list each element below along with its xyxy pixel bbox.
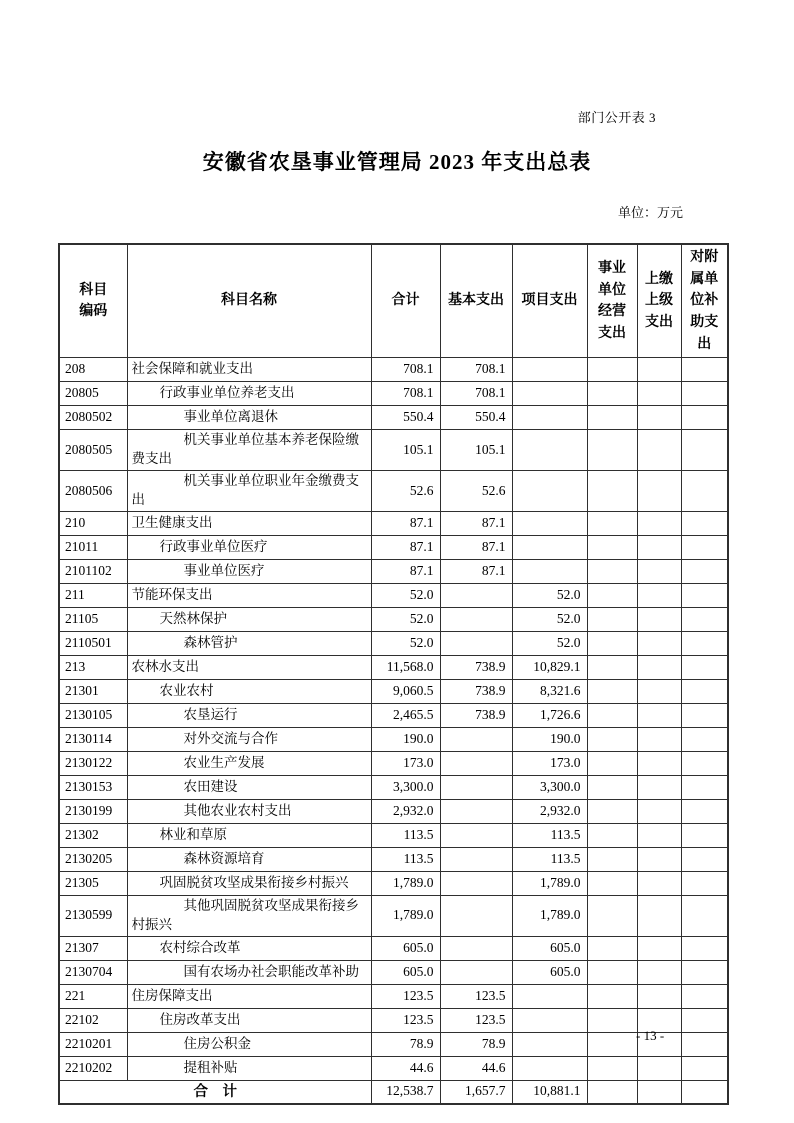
cell-code: 21302 [59,824,127,848]
cell-operating [587,536,637,560]
unit-label: 单位：万元 [617,205,683,220]
cell-subsidy [681,960,728,984]
table-row [59,848,728,872]
cell-code: 2110501 [59,632,127,656]
cell-total: 78.9 [371,1032,440,1056]
cell-operating [587,584,637,608]
cell-project: 190.0 [512,728,587,752]
header-row [59,244,728,358]
cell-subsidy [681,656,728,680]
cell-total: 113.5 [371,848,440,872]
cell-operating [587,896,637,937]
cell-name: 行政事业单位医疗 [127,536,371,560]
cell-name: 机关事业单位基本养老保险缴费支出 [127,430,371,471]
cell-code: 21105 [59,608,127,632]
cell-total: 1,789.0 [371,896,440,937]
cell-total: 550.4 [371,406,440,430]
cell-operating [587,680,637,704]
cell-code: 2210202 [59,1056,127,1080]
cell-basic [440,776,512,800]
cell-remit [637,512,681,536]
cell-subsidy [681,728,728,752]
cell-remit [637,752,681,776]
cell-code: 221 [59,984,127,1008]
cell-subsidy [681,608,728,632]
cell-remit [637,536,681,560]
header-total: 合计 [371,244,440,358]
cell-code: 20805 [59,382,127,406]
cell-basic [440,848,512,872]
table-row [59,406,728,430]
cell-total: 113.5 [371,824,440,848]
total-row [59,1080,728,1104]
cell-name: 提租补贴 [127,1056,371,1080]
cell-project [512,536,587,560]
table-row [59,1056,728,1080]
cell-name: 巩固脱贫攻坚成果衔接乡村振兴 [127,872,371,896]
cell-basic [440,960,512,984]
cell-name: 住房公积金 [127,1032,371,1056]
cell-operating [587,512,637,536]
cell-total: 11,568.0 [371,656,440,680]
cell-basic: 87.1 [440,560,512,584]
cell-remit [637,728,681,752]
cell-code: 21305 [59,872,127,896]
page-number: - 13 - [636,1028,665,1043]
cell-code: 2080502 [59,406,127,430]
cell-subsidy [681,984,728,1008]
cell-operating [587,471,637,512]
cell-subsidy [681,512,728,536]
cell-operating [587,936,637,960]
page-title: 安徽省农垦事业管理局 2023 年支出总表 [202,150,592,174]
cell-remit [637,656,681,680]
cell-total: 44.6 [371,1056,440,1080]
cell-remit [637,1056,681,1080]
total-subsidy [681,1080,728,1104]
cell-code: 213 [59,656,127,680]
cell-remit [637,824,681,848]
cell-project: 52.0 [512,608,587,632]
cell-total: 9,060.5 [371,680,440,704]
cell-name: 对外交流与合作 [127,728,371,752]
cell-basic [440,936,512,960]
cell-project [512,406,587,430]
cell-basic: 123.5 [440,984,512,1008]
cell-total: 1,789.0 [371,872,440,896]
cell-total: 190.0 [371,728,440,752]
cell-subsidy [681,896,728,937]
header-subsidy-expenditure: 对附属单位补助支出 [681,244,728,358]
cell-code: 2210201 [59,1032,127,1056]
cell-total: 3,300.0 [371,776,440,800]
cell-name: 卫生健康支出 [127,512,371,536]
table-row [59,471,728,512]
total-project: 10,881.1 [512,1080,587,1104]
cell-code: 2130153 [59,776,127,800]
cell-name: 森林管护 [127,632,371,656]
cell-remit [637,704,681,728]
cell-basic [440,800,512,824]
cell-total: 52.0 [371,584,440,608]
cell-subsidy [681,1008,728,1032]
cell-basic: 78.9 [440,1032,512,1056]
table-row [59,430,728,471]
cell-code: 2130122 [59,752,127,776]
cell-code: 2130599 [59,896,127,937]
table-row [59,728,728,752]
cell-name: 机关事业单位职业年金缴费支出 [127,471,371,512]
cell-project: 605.0 [512,936,587,960]
cell-subsidy [681,430,728,471]
cell-total: 105.1 [371,430,440,471]
table-row [59,1032,728,1056]
cell-name: 行政事业单位养老支出 [127,382,371,406]
cell-subsidy [681,1056,728,1080]
cell-remit [637,960,681,984]
cell-name: 天然林保护 [127,608,371,632]
cell-code: 2130199 [59,800,127,824]
cell-operating [587,728,637,752]
cell-operating [587,1032,637,1056]
cell-subsidy [681,406,728,430]
table-row [59,632,728,656]
cell-remit [637,872,681,896]
cell-total: 52.0 [371,608,440,632]
table-row [59,512,728,536]
cell-code: 21011 [59,536,127,560]
cell-code: 21307 [59,936,127,960]
table-row [59,608,728,632]
cell-operating [587,656,637,680]
cell-total: 52.6 [371,471,440,512]
cell-remit [637,680,681,704]
cell-remit [637,800,681,824]
cell-project: 1,789.0 [512,872,587,896]
table-row [59,752,728,776]
cell-remit [637,936,681,960]
cell-basic: 738.9 [440,704,512,728]
cell-project [512,512,587,536]
cell-project: 1,789.0 [512,896,587,937]
cell-code: 2130704 [59,960,127,984]
cell-project [512,430,587,471]
table-row [59,800,728,824]
cell-remit [637,984,681,1008]
table-row [59,984,728,1008]
cell-project: 10,829.1 [512,656,587,680]
cell-project: 52.0 [512,584,587,608]
cell-code: 211 [59,584,127,608]
table-row [59,358,728,382]
cell-name: 林业和草原 [127,824,371,848]
cell-total: 87.1 [371,536,440,560]
cell-project: 605.0 [512,960,587,984]
cell-operating [587,824,637,848]
cell-name: 其他巩固脱贫攻坚成果衔接乡村振兴 [127,896,371,937]
cell-subsidy [681,800,728,824]
cell-name: 事业单位离退休 [127,406,371,430]
cell-project [512,382,587,406]
cell-operating [587,800,637,824]
cell-subsidy [681,936,728,960]
cell-code: 22102 [59,1008,127,1032]
cell-remit [637,430,681,471]
cell-basic: 105.1 [440,430,512,471]
cell-basic: 87.1 [440,512,512,536]
cell-operating [587,358,637,382]
cell-basic [440,752,512,776]
cell-remit [637,776,681,800]
cell-remit [637,896,681,937]
cell-basic: 87.1 [440,536,512,560]
table-row [59,560,728,584]
table-row [59,584,728,608]
cell-basic: 52.6 [440,471,512,512]
cell-project: 113.5 [512,848,587,872]
cell-subsidy [681,358,728,382]
cell-total: 123.5 [371,984,440,1008]
table-row [59,382,728,406]
cell-operating [587,406,637,430]
cell-remit [637,608,681,632]
cell-subsidy [681,471,728,512]
cell-total: 708.1 [371,382,440,406]
table-row [59,1008,728,1032]
cell-name: 农田建设 [127,776,371,800]
table-row [59,536,728,560]
cell-total: 605.0 [371,960,440,984]
total-basic: 1,657.7 [440,1080,512,1104]
cell-total: 173.0 [371,752,440,776]
cell-project: 2,932.0 [512,800,587,824]
cell-code: 210 [59,512,127,536]
cell-project: 52.0 [512,632,587,656]
cell-subsidy [681,824,728,848]
cell-basic [440,728,512,752]
cell-basic: 550.4 [440,406,512,430]
table-row [59,872,728,896]
cell-code: 2080505 [59,430,127,471]
cell-remit [637,471,681,512]
cell-basic [440,872,512,896]
cell-project [512,560,587,584]
cell-basic [440,584,512,608]
cell-operating [587,608,637,632]
cell-operating [587,1008,637,1032]
cell-basic: 738.9 [440,680,512,704]
header-subject-code: 科目编码 [59,244,127,358]
cell-subsidy [681,1032,728,1056]
cell-basic [440,632,512,656]
total-sum: 12,538.7 [371,1080,440,1104]
cell-name: 事业单位医疗 [127,560,371,584]
cell-subsidy [681,680,728,704]
cell-subsidy [681,560,728,584]
table-row [59,896,728,937]
cell-total: 123.5 [371,1008,440,1032]
cell-code: 208 [59,358,127,382]
cell-name: 农垦运行 [127,704,371,728]
cell-total: 2,465.5 [371,704,440,728]
cell-remit [637,848,681,872]
cell-project [512,1008,587,1032]
cell-project [512,471,587,512]
cell-basic: 708.1 [440,358,512,382]
cell-basic [440,896,512,937]
cell-name: 国有农场办社会职能改革补助 [127,960,371,984]
cell-subsidy [681,704,728,728]
cell-operating [587,560,637,584]
cell-project: 8,321.6 [512,680,587,704]
cell-total: 708.1 [371,358,440,382]
cell-project [512,1056,587,1080]
cell-project: 1,726.6 [512,704,587,728]
cell-basic [440,824,512,848]
cell-remit [637,358,681,382]
cell-code: 2080506 [59,471,127,512]
total-label: 合 计 [59,1080,371,1104]
cell-operating [587,430,637,471]
cell-name: 森林资源培育 [127,848,371,872]
table-row [59,776,728,800]
cell-subsidy [681,536,728,560]
cell-project [512,358,587,382]
cell-code: 21301 [59,680,127,704]
cell-project: 3,300.0 [512,776,587,800]
cell-remit [637,406,681,430]
cell-name: 其他农业农村支出 [127,800,371,824]
cell-basic: 44.6 [440,1056,512,1080]
cell-total: 87.1 [371,512,440,536]
cell-remit [637,584,681,608]
cell-code: 2130114 [59,728,127,752]
total-remit [637,1080,681,1104]
cell-subsidy [681,632,728,656]
cell-code: 2101102 [59,560,127,584]
cell-subsidy [681,848,728,872]
cell-project: 113.5 [512,824,587,848]
cell-subsidy [681,382,728,406]
expenditure-table [58,243,729,1105]
cell-operating [587,776,637,800]
cell-name: 农林水支出 [127,656,371,680]
cell-total: 2,932.0 [371,800,440,824]
header-subject-name: 科目名称 [127,244,371,358]
cell-operating [587,704,637,728]
table-row [59,824,728,848]
cell-operating [587,848,637,872]
cell-basic: 708.1 [440,382,512,406]
cell-subsidy [681,584,728,608]
cell-project: 173.0 [512,752,587,776]
cell-total: 87.1 [371,560,440,584]
cell-remit [637,560,681,584]
cell-total: 52.0 [371,632,440,656]
cell-code: 2130105 [59,704,127,728]
cell-project [512,984,587,1008]
cell-total: 605.0 [371,936,440,960]
cell-name: 节能环保支出 [127,584,371,608]
cell-subsidy [681,872,728,896]
doc-label: 部门公开表 3 [577,110,656,125]
cell-subsidy [681,776,728,800]
cell-name: 农业生产发展 [127,752,371,776]
cell-remit [637,382,681,406]
header-basic-expenditure: 基本支出 [440,244,512,358]
cell-basic [440,608,512,632]
cell-name: 住房保障支出 [127,984,371,1008]
cell-name: 农业农村 [127,680,371,704]
table-row [59,704,728,728]
cell-name: 社会保障和就业支出 [127,358,371,382]
table-row [59,960,728,984]
expenditure-table-wrap [58,243,729,1105]
cell-code: 2130205 [59,848,127,872]
cell-operating [587,872,637,896]
total-operating [587,1080,637,1104]
cell-name: 住房改革支出 [127,1008,371,1032]
cell-subsidy [681,752,728,776]
cell-operating [587,984,637,1008]
cell-operating [587,1056,637,1080]
cell-basic: 123.5 [440,1008,512,1032]
header-operating-expenditure: 事业单位经营支出 [587,244,637,358]
cell-operating [587,960,637,984]
cell-name: 农村综合改革 [127,936,371,960]
cell-project [512,1032,587,1056]
table-row [59,936,728,960]
cell-basic: 738.9 [440,656,512,680]
cell-operating [587,752,637,776]
header-project-expenditure: 项目支出 [512,244,587,358]
cell-operating [587,632,637,656]
cell-remit [637,632,681,656]
cell-operating [587,382,637,406]
table-row [59,680,728,704]
header-remit-expenditure: 上缴上级支出 [637,244,681,358]
table-body [59,358,728,1080]
table-row [59,656,728,680]
